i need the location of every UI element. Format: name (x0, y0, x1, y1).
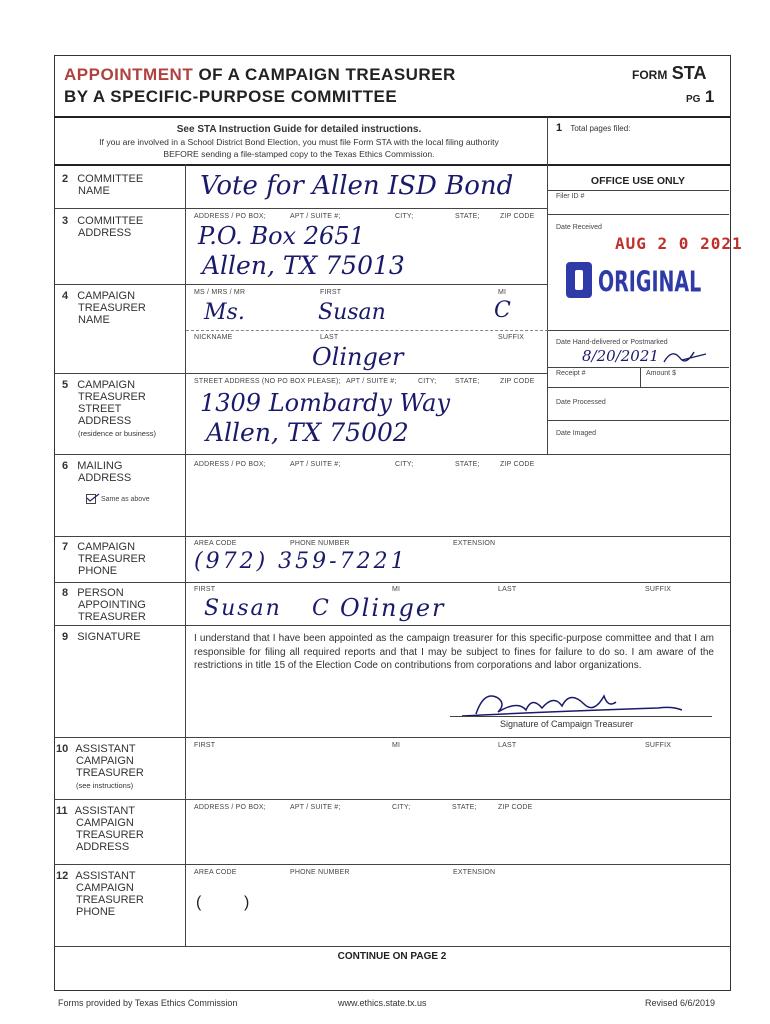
s5-h-city: CITY; (418, 378, 437, 385)
rule-s11 (54, 799, 730, 800)
office-rule-c (548, 330, 729, 331)
treasurer-title-value[interactable]: Ms. (204, 300, 245, 325)
continue-page-2: CONTINUE ON PAGE 2 (337, 951, 447, 962)
total-pages (556, 122, 630, 134)
s3-h-address: ADDRESS / PO BOX; (194, 213, 266, 220)
same-as-above-label: Same as above (100, 495, 150, 503)
committee-name-value[interactable]: Vote for Allen ISD Bond (200, 171, 514, 201)
initials-mark (660, 346, 710, 368)
hand-delivered-value: 8/20/2021 (582, 347, 659, 365)
rule-s3 (54, 208, 548, 209)
treasurer-first-value[interactable]: Susan (318, 300, 386, 325)
s3-h-state: STATE; (455, 213, 480, 220)
s7-h-phone: PHONE NUMBER (290, 540, 350, 547)
s10-label4: (see instructions) (76, 781, 134, 790)
received-stamp-date: AUG 2 0 2021 (615, 234, 743, 253)
s11-label1: ASSISTANT (74, 805, 136, 817)
date-imaged-label: Date Imaged (556, 430, 597, 437)
s6-h-address: ADDRESS / PO BOX; (194, 461, 266, 468)
s10-h-last: LAST (498, 742, 517, 749)
s12-label (56, 870, 144, 918)
rule-s5 (54, 373, 548, 374)
signature-line (450, 716, 712, 717)
s7-num: 7 (62, 541, 69, 553)
s4-h-last: LAST (320, 334, 339, 341)
s12-h-phone: PHONE NUMBER (290, 869, 350, 876)
treasurer-mi-value[interactable]: C (494, 298, 511, 323)
s11-label3: TREASURER (76, 829, 144, 841)
appointer-mi-value[interactable]: C (312, 596, 329, 621)
s10-label (56, 743, 144, 792)
rule-s8 (54, 582, 730, 583)
title-accent: APPOINTMENT (64, 65, 194, 84)
s6-h-state: STATE; (455, 461, 480, 468)
stamp-block-notch (575, 270, 583, 290)
s4-label (62, 290, 146, 326)
s7-h-area: AREA CODE (194, 540, 237, 547)
s4-h-title: MS / MRS / MR (194, 289, 246, 296)
rule-2 (54, 164, 730, 166)
footer-right: Revised 6/6/2019 (645, 998, 716, 1008)
page-indicator (686, 87, 714, 107)
form-code-value: STA (671, 63, 707, 83)
s10-h-first: FIRST (194, 742, 216, 749)
instructions-line3: BEFORE sending a file-stamped copy to the Texas Ethics Commission. (163, 149, 435, 159)
s5-label2: TREASURER (78, 391, 146, 403)
pg-word: PG (686, 94, 701, 105)
s6-h-zip: ZIP CODE (500, 461, 535, 468)
date-processed-label: Date Processed (556, 399, 606, 406)
s8-h-last: LAST (498, 586, 517, 593)
s8-label3: TREASURER (78, 611, 146, 623)
title-line1-rest: OF A CAMPAIGN TREASURER (193, 65, 456, 84)
footer-center[interactable]: www.ethics.state.tx.us (338, 998, 427, 1008)
s3-h-zip: ZIP CODE (500, 213, 535, 220)
s2-num: 2 (62, 173, 69, 185)
footer-left: Forms provided by Texas Ethics Commission (58, 998, 238, 1008)
header-rule (54, 116, 730, 118)
s5-label5: (residence or business) (78, 429, 156, 438)
s8-label2: APPOINTING (78, 599, 146, 611)
s11-label2: CAMPAIGN (76, 817, 134, 829)
s7-label3: PHONE (78, 565, 118, 577)
s4-label1: CAMPAIGN (77, 290, 136, 302)
signature-caption: Signature of Campaign Treasurer (500, 719, 634, 729)
rule-s4 (54, 284, 548, 285)
s6-label2: ADDRESS (78, 472, 132, 484)
instructions-bold: See STA Instruction Guide for detailed instructions. (176, 124, 422, 135)
s11-h-state: STATE; (452, 804, 477, 811)
rule-s7 (54, 536, 730, 537)
treasurer-last-value[interactable]: Olinger (312, 343, 404, 371)
total-pages-number: 1 (556, 122, 563, 134)
s9-num: 9 (62, 631, 69, 643)
s6-h-apt: APT / SUITE #; (290, 461, 341, 468)
treasurer-street-line1[interactable]: 1309 Lombardy Way (200, 389, 450, 417)
form-code (632, 63, 706, 84)
s12-label4: PHONE (76, 906, 116, 918)
s12-paren-open: ( (196, 894, 202, 911)
date-received-label: Date Received (556, 224, 602, 231)
s7-h-ext: EXTENSION (453, 540, 496, 547)
s5-label1: CAMPAIGN (77, 379, 136, 391)
s7-label2: TREASURER (78, 553, 146, 565)
s8-h-first: FIRST (194, 586, 216, 593)
s5-label3: STREET (78, 403, 122, 415)
title-line2: BY A SPECIFIC-PURPOSE COMMITTEE (64, 87, 398, 106)
s6-label1: MAILING (77, 460, 123, 472)
s4-h-mi: MI (498, 289, 507, 296)
s5-h-apt: APT / SUITE #; (346, 378, 397, 385)
s4-h-suffix: SUFFIX (498, 334, 525, 341)
s10-num: 10 (56, 743, 69, 755)
rule-s12 (54, 864, 730, 865)
appointer-last-value[interactable]: Olinger (340, 594, 446, 622)
s5-h-street: STREET ADDRESS (NO PO BOX PLEASE); (194, 378, 341, 385)
check-icon (86, 493, 100, 503)
s3-h-apt: APT / SUITE #; (290, 213, 341, 220)
s3-num: 3 (62, 215, 69, 227)
rule-s6 (54, 454, 730, 455)
s12-label3: TREASURER (76, 894, 144, 906)
office-use-heading: OFFICE USE ONLY (590, 175, 686, 187)
s3-label (62, 215, 143, 239)
form-word: FORM (632, 68, 668, 82)
s8-num: 8 (62, 587, 69, 599)
s2-label1: COMMITTEE (77, 173, 144, 185)
s6-num: 6 (62, 460, 69, 472)
s5-h-zip: ZIP CODE (500, 378, 535, 385)
instructions (56, 124, 542, 160)
s4-h-first: FIRST (320, 289, 342, 296)
s12-h-ext: EXTENSION (453, 869, 496, 876)
committee-address-line2[interactable]: Allen, TX 75013 (202, 251, 405, 280)
s4-num: 4 (62, 290, 69, 302)
date-hand-delivered-label: Date Hand-delivered or Postmarked (556, 339, 668, 346)
s8-h-mi: MI (392, 586, 401, 593)
s4-h-nickname: NICKNAME (194, 334, 233, 341)
s9-label (62, 631, 141, 643)
s6-label (62, 460, 131, 484)
receipt-divider (640, 367, 641, 387)
s12-label1: ASSISTANT (75, 870, 136, 882)
s4-dashed (186, 330, 548, 331)
s3-label1: COMMITTEE (77, 215, 144, 227)
s6-h-city: CITY; (395, 461, 414, 468)
rule-s10 (54, 737, 730, 738)
s10-h-mi: MI (392, 742, 401, 749)
s10-label2: CAMPAIGN (76, 755, 134, 767)
s11-num: 11 (56, 805, 68, 817)
s5-h-state: STATE; (455, 378, 480, 385)
s12-label2: CAMPAIGN (76, 882, 134, 894)
instructions-line2: If you are involved in a School District Bond Election, you must file Form STA with the local filing authority (99, 137, 499, 147)
s11-label (56, 805, 144, 853)
total-pages-label: Total pages filed: (570, 124, 631, 133)
s12-paren-close: ) (244, 894, 250, 911)
office-rule-b (548, 214, 729, 215)
s12-num: 12 (56, 870, 69, 882)
s8-label1: PERSON (77, 587, 124, 599)
treasurer-phone-value[interactable]: (972) 359-7221 (194, 549, 408, 574)
s11-h-zip: ZIP CODE (498, 804, 533, 811)
receipt-label: Receipt # (556, 370, 586, 377)
same-as-above-checkbox[interactable] (86, 494, 96, 504)
s4-label2: TREASURER (78, 302, 146, 314)
pg-number: 1 (704, 87, 715, 106)
s8-h-suffix: SUFFIX (645, 586, 672, 593)
same-as-above[interactable] (86, 494, 150, 504)
s5-label4: ADDRESS (78, 415, 132, 427)
s7-label1: CAMPAIGN (77, 541, 136, 553)
signature-statement: I understand that I have been appointed as the campaign treasurer for this specific-purpose committee and that I am responsible for filing all required reports and that I may be subject to fines for failure to do so. I am aware of the restrictions in title 15 of the Election Code on contributions from corporations and labor organizations. (194, 633, 714, 671)
instr-divider (547, 117, 548, 164)
label-divider (185, 164, 186, 946)
treasurer-street-line2[interactable]: Allen, TX 75002 (206, 418, 409, 447)
s8-label (62, 587, 146, 623)
rule-bottom (54, 946, 730, 947)
s11-h-address: ADDRESS / PO BOX; (194, 804, 266, 811)
stamp-original-text: ORIGINAL (598, 266, 702, 299)
s3-label2: ADDRESS (78, 227, 132, 239)
office-rule-d (548, 367, 729, 368)
s11-label4: ADDRESS (76, 841, 130, 853)
form-title (64, 64, 456, 108)
committee-address-line1[interactable]: P.O. Box 2651 (198, 222, 365, 250)
s10-label3: TREASURER (76, 767, 144, 779)
s12-h-area: AREA CODE (194, 869, 237, 876)
filer-id-label: Filer ID # (556, 193, 585, 200)
office-rule-e (548, 387, 729, 388)
s9-label1: SIGNATURE (77, 631, 141, 643)
s5-label (62, 379, 156, 440)
s2-label (62, 173, 143, 197)
original-stamp (566, 258, 718, 304)
s5-num: 5 (62, 379, 69, 391)
appointer-first-value[interactable]: Susan (204, 596, 282, 621)
rule-s9 (54, 625, 730, 626)
s11-h-apt: APT / SUITE #; (290, 804, 341, 811)
office-rule-a (548, 190, 729, 191)
s7-label (62, 541, 146, 577)
amount-label: Amount $ (646, 370, 676, 377)
office-rule-f (548, 420, 729, 421)
s2-label2: NAME (78, 185, 110, 197)
s3-h-city: CITY; (395, 213, 414, 220)
s10-label1: ASSISTANT (75, 743, 136, 755)
s10-h-suffix: SUFFIX (645, 742, 672, 749)
s4-label3: NAME (78, 314, 110, 326)
s11-h-city: CITY; (392, 804, 411, 811)
